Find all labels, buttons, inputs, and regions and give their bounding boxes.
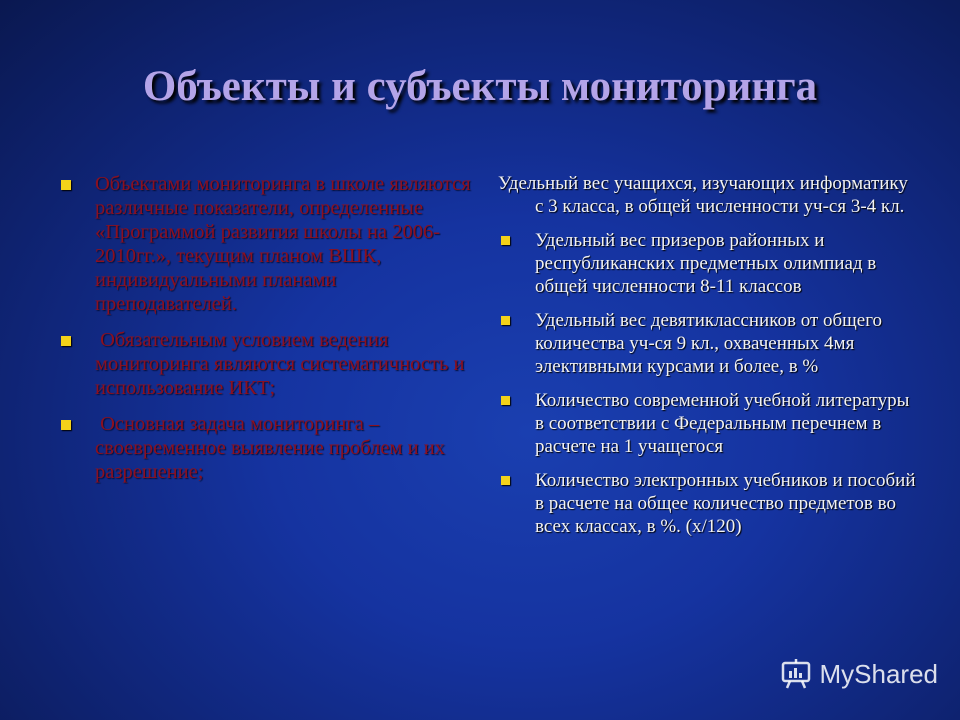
left-list-item — [58, 328, 473, 400]
watermark-logo[interactable] — [778, 656, 939, 692]
right-item-text: Удельный вес девятиклассников от общего количества уч-ся 9 кл., охваченных 4мя элективными курсами и более, в % — [535, 310, 883, 377]
right-list-item — [498, 389, 918, 458]
left-item-text: Основная задача мониторинга – своевременное выявление проблем и их разрешение; — [95, 413, 451, 483]
right-intro-text: Удельный вес учащихся, изучающих информатику с 3 класса, в общей численности уч-ся 3-4 кл. — [498, 173, 908, 217]
square-bullet-icon — [61, 180, 71, 190]
slide-title: Объекты и субъекты мониторинга — [142, 63, 818, 110]
square-bullet-icon — [501, 396, 510, 405]
left-column — [58, 172, 473, 496]
left-item-text: Объектами мониторинга в школе являются различные показатели, определенные «Программой развития школы на 2006-2010гг.», текущим планом ВШК, индивидуальными планами преподавателей. — [95, 173, 471, 315]
presentation-icon — [778, 656, 814, 692]
square-bullet-icon — [501, 476, 510, 485]
right-item-text: Количество современной учебной литературы в соответствии с Федеральным перечнем в расчете на 1 учащегося — [535, 390, 910, 457]
left-bullet-list — [58, 172, 473, 484]
right-list-item — [498, 469, 918, 538]
left-item-text: Обязательным условием ведения мониторинга являются систематичность и использование ИКТ; — [95, 329, 470, 399]
square-bullet-icon — [61, 336, 71, 346]
square-bullet-icon — [61, 420, 71, 430]
left-list-item — [58, 412, 473, 484]
watermark-text: MyShared — [819, 658, 938, 689]
square-bullet-icon — [501, 236, 510, 245]
right-item-text: Удельный вес призеров районных и республиканских предметных олимпиад в общей численности 8-11 классов — [535, 230, 877, 297]
left-list-item — [58, 172, 473, 316]
right-bullet-list — [498, 172, 918, 538]
right-item-text: Количество электронных учебников и пособий в расчете на общее количество предметов во всех классах, в %. (х/120) — [535, 470, 916, 537]
right-column — [498, 172, 918, 549]
right-list-item — [498, 229, 918, 298]
right-list-item — [498, 309, 918, 378]
square-bullet-icon — [501, 316, 510, 325]
right-intro-item — [498, 172, 918, 218]
